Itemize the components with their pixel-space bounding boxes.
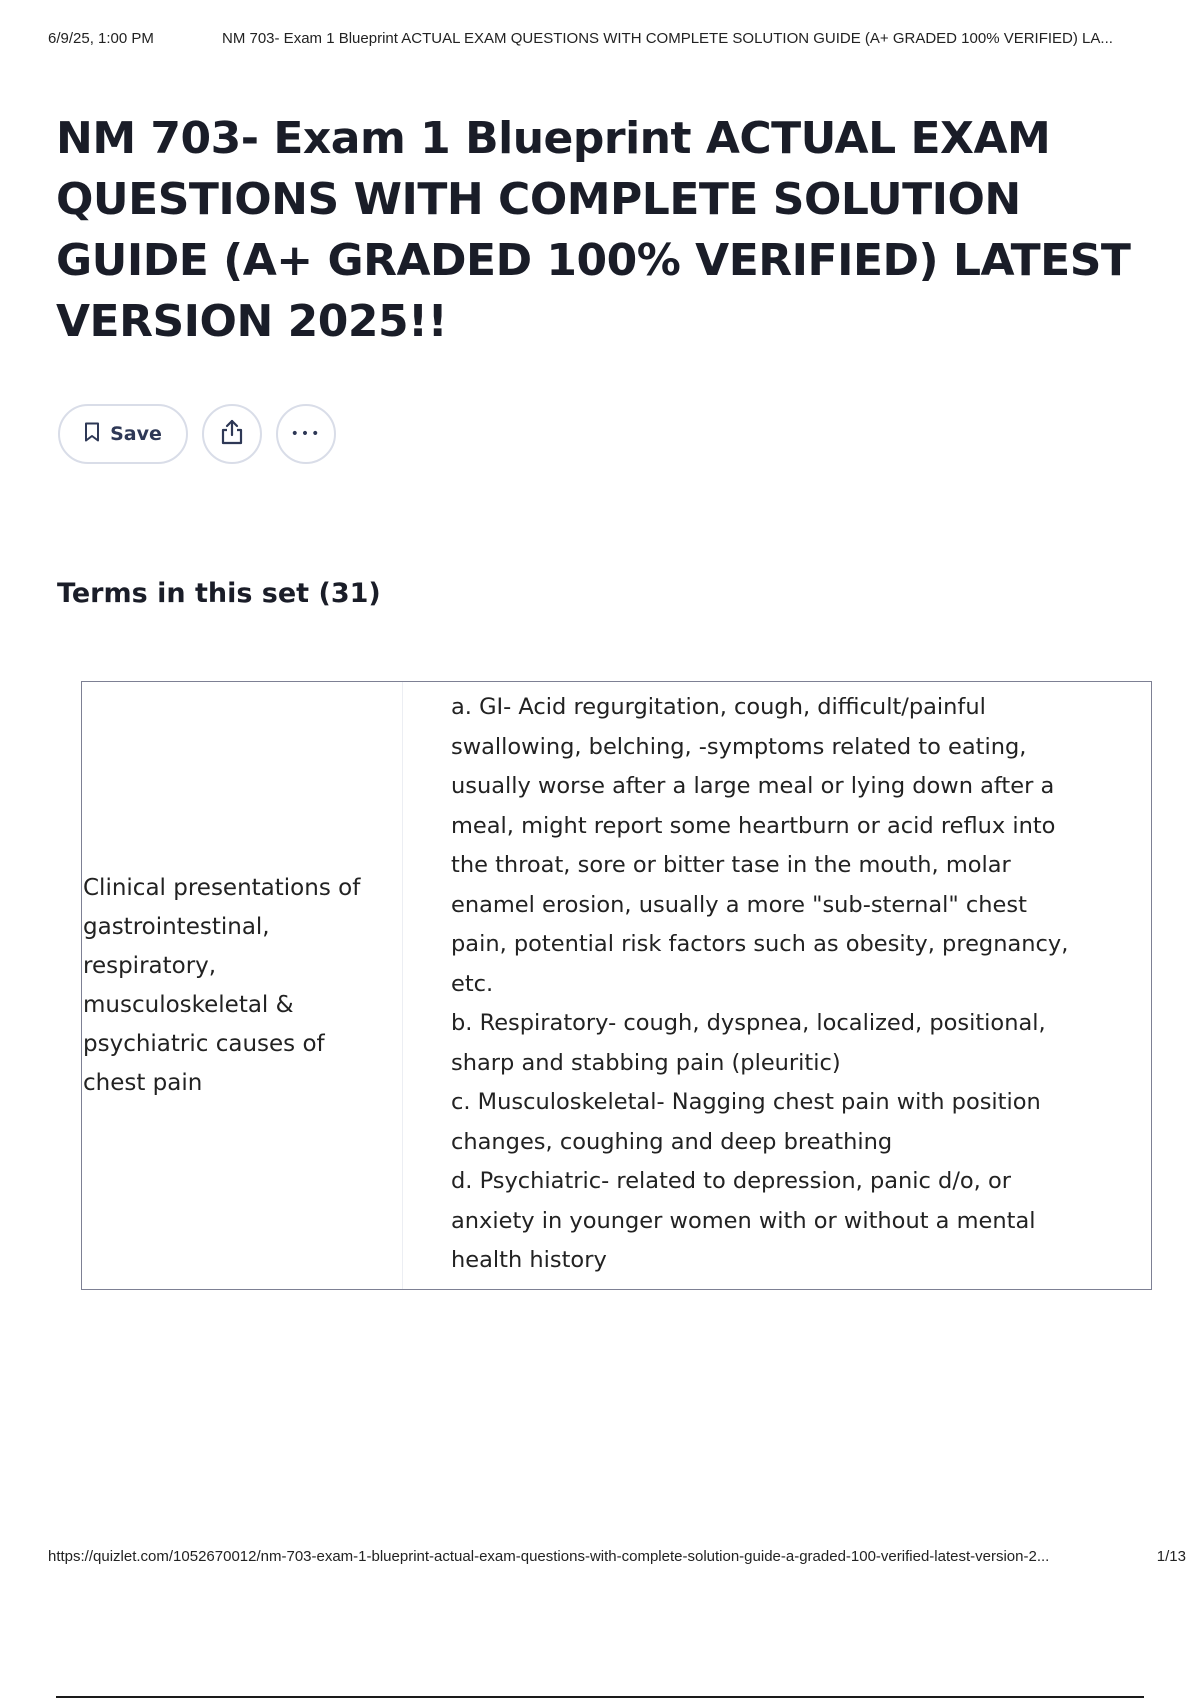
save-button-label: Save [110, 423, 162, 445]
print-footer [48, 1548, 1186, 1568]
page-bottom-divider [56, 1696, 1144, 1698]
more-horizontal-icon: ••• [290, 426, 322, 442]
print-url: https://quizlet.com/1052670012/nm-703-exam-1-blueprint-actual-exam-questions-with-complete-solution-guide-a-graded-100-verified-latest-version-2... [48, 1548, 1050, 1565]
definition-side [451, 688, 1101, 1281]
definition-line: swallowing, belching, -symptoms related to eating, [451, 733, 1027, 760]
print-datetime: 6/9/25, 1:00 PM [48, 30, 154, 47]
definition-line: c. Musculoskeletal- Nagging chest pain with position [451, 1089, 1041, 1115]
definition-line: health history [451, 1247, 607, 1273]
definition-line: pain, potential risk factors such as obesity, pregnancy, [451, 931, 1069, 957]
page-number: 1/13 [1156, 1548, 1186, 1565]
terms-heading: Terms in this set (31) [57, 578, 381, 609]
bookmark-icon [84, 422, 100, 447]
definition-line: sharp and stabbing pain (pleuritic) [451, 1049, 841, 1076]
definition-line: etc. [451, 970, 494, 997]
definition-line: meal, might report some heartburn or acid reflux into [451, 812, 1056, 839]
definition-line: d. Psychiatric- related to depression, panic d/o, or [451, 1168, 1011, 1194]
definition-line: usually worse after a large meal or lying down after a [451, 773, 1055, 799]
definition-line: enamel erosion, usually a more "sub-sternal" chest [451, 891, 1027, 918]
set-actions-bar [58, 404, 336, 464]
save-button[interactable] [58, 404, 188, 464]
definition-line: b. Respiratory- cough, dyspnea, localized, positional, [451, 1010, 1046, 1036]
definition-line: changes, coughing and deep breathing [451, 1128, 893, 1155]
definition-line: anxiety in younger women with or without a mental [451, 1207, 1036, 1234]
term-side [82, 682, 403, 1289]
print-header [48, 30, 1180, 50]
term-card [81, 681, 1152, 1290]
share-button[interactable] [202, 404, 262, 464]
print-doc-title: NM 703- Exam 1 Blueprint ACTUAL EXAM QUESTIONS WITH COMPLETE SOLUTION GUIDE (A+ GRADED 100% VERIFIED) LA... [222, 30, 1113, 47]
more-options-button[interactable] [276, 404, 336, 464]
definition-line: the throat, sore or bitter tase in the mouth, molar [451, 852, 1011, 878]
share-icon [219, 418, 245, 451]
definition-line: a. GI- Acid regurgitation, cough, difficult/painful [451, 694, 986, 720]
page-title: NM 703- Exam 1 Blueprint ACTUAL EXAM QUESTIONS WITH COMPLETE SOLUTION GUIDE (A+ GRADED 100% VERIFIED) LATEST VERSION 2025!! [56, 113, 1131, 347]
term-text: Clinical presentations of gastrointestinal, respiratory, musculoskeletal & psychiatric causes of chest pain [83, 874, 361, 1096]
